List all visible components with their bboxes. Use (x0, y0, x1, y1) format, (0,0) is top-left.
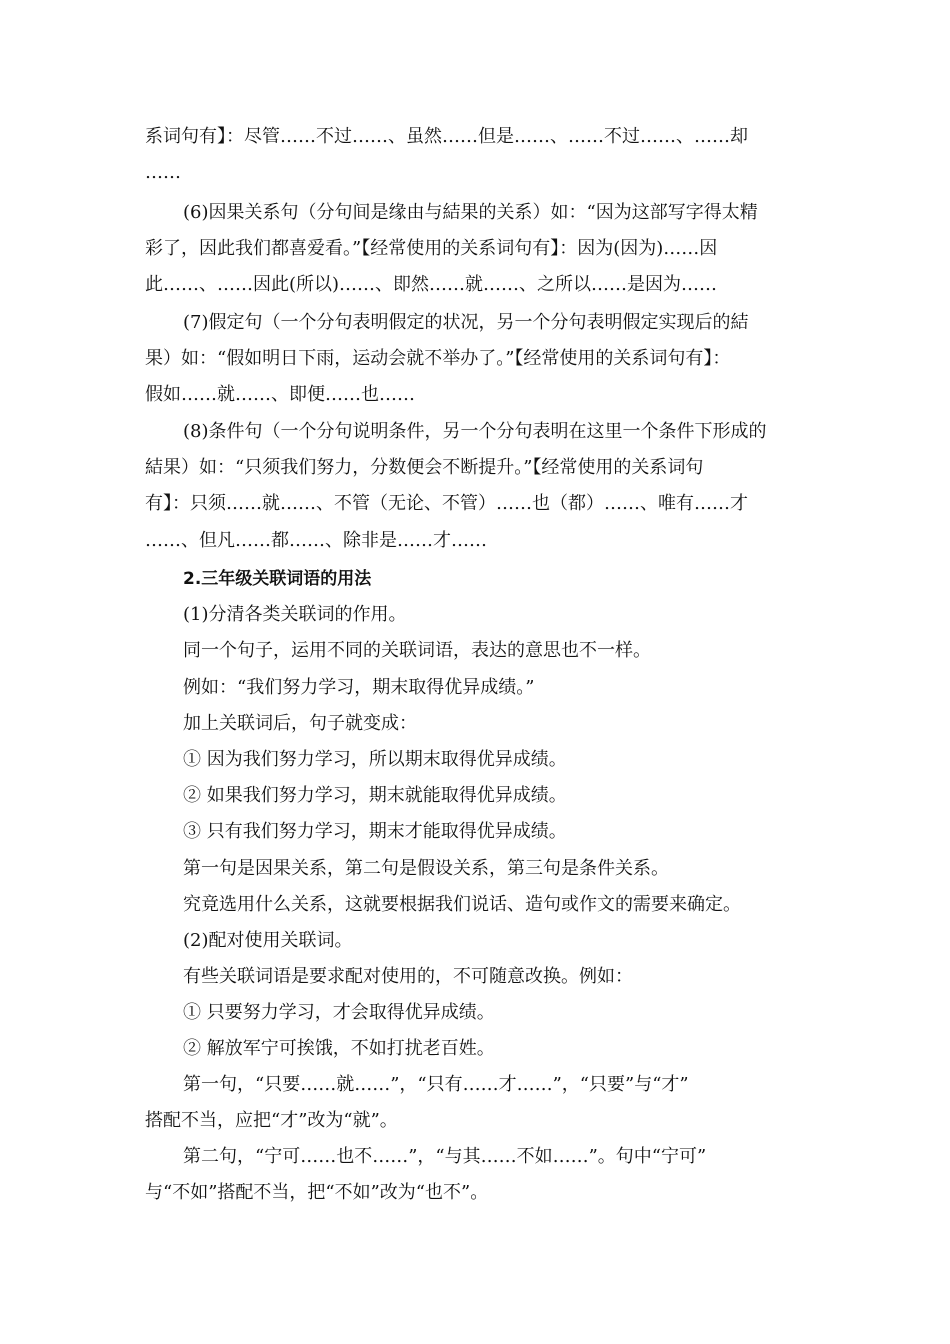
text-line: 結果）如：“只须我们努力，分数便会不断提升。”【经常使用的关系词句 (145, 457, 704, 479)
text-line: 有】：只须……就……、不管（无论、不管）……也（都）……、唯有……才 (145, 493, 748, 515)
paragraph-item-6 (145, 195, 810, 304)
text-line: 与“不如”搭配不当，把“不如”改为“也不”。 (145, 1182, 489, 1204)
text-line: (6)因果关系句（分句间是缘由与結果的关系）如：“因为这部写字得太精 (183, 202, 758, 223)
text-line: 彩了，因此我们都喜爱看。”【经常使用的关系词句有】：因为(因为)……因 (145, 238, 718, 260)
text-line: 有些关联词语是要求配对使用的，不可随意改换。例如： (183, 966, 633, 988)
paragraph-5-continued (145, 119, 810, 191)
text-line: ……、但凡……都……、除非是……才…… (145, 529, 487, 551)
text-line: 搭配不当，应把“才”改为“就”。 (145, 1110, 398, 1132)
text-line: 例如：“我们努力学习，期末取得优异成绩。” (183, 676, 535, 698)
text-line: (8)条件句（一个分句说明条件，另一个分句表明在这里一个条件下形成的 (183, 421, 767, 442)
text-line: 假如……就……、即便……也…… (145, 384, 415, 406)
text-line: 究竟选用什么关系，这就要根据我们说话、造句或作文的需要来确定。 (183, 893, 741, 915)
paragraph-second-sentence (145, 1139, 810, 1211)
text-line: 果）如：“假如明日下雨，运动会就不举办了。”【经常使用的关系词句有】： (145, 348, 731, 370)
section-2 (145, 561, 810, 1068)
paragraph-item-7 (145, 305, 810, 414)
text-line: ③ 只有我们努力学习，期末才能取得优异成绩。 (183, 821, 567, 843)
text-line: ② 如果我们努力学习，期末就能取得优异成绩。 (183, 785, 567, 807)
paragraph-first-sentence (145, 1067, 810, 1139)
section-heading: 2.三年级关联词语的用法 (183, 569, 372, 589)
text-line: ① 只要努力学习，才会取得优异成绩。 (183, 1002, 495, 1024)
text-line: ① 因为我们努力学习，所以期末取得优异成绩。 (183, 748, 567, 770)
text-line: (1)分清各类关联词的作用。 (183, 604, 407, 626)
text-line: (2)配对使用关联词。 (183, 929, 353, 951)
text-line: 第一句，“只要……就……”，“只有……才……”，“只要”与“才” (183, 1074, 689, 1095)
text-line: 加上关联词后，句子就变成： (183, 712, 417, 734)
text-line: 第二句，“宁可……也不……”，“与其……不如……”。句中“宁可” (183, 1146, 707, 1167)
text-line: (7)假定句（一个分句表明假定的状况，另一个分句表明假定实现后的結 (183, 312, 749, 333)
text-line: 第一句是因果关系，第二句是假设关系，第三句是条件关系。 (183, 857, 669, 879)
text-line: …… (145, 162, 181, 184)
text-line: ② 解放军宁可挨饿，不如打扰老百姓。 (183, 1038, 495, 1060)
text-line: 同一个句子，运用不同的关联词语，表达的意思也不一样。 (183, 640, 651, 662)
paragraph-item-8 (145, 414, 810, 559)
text-line: 系词句有】：尽管……不过……、虽然……但是……、……不过……、……却 (145, 126, 748, 147)
text-line: 此……、……因此(所以)……、即然……就……、之所以……是因为…… (145, 274, 718, 296)
